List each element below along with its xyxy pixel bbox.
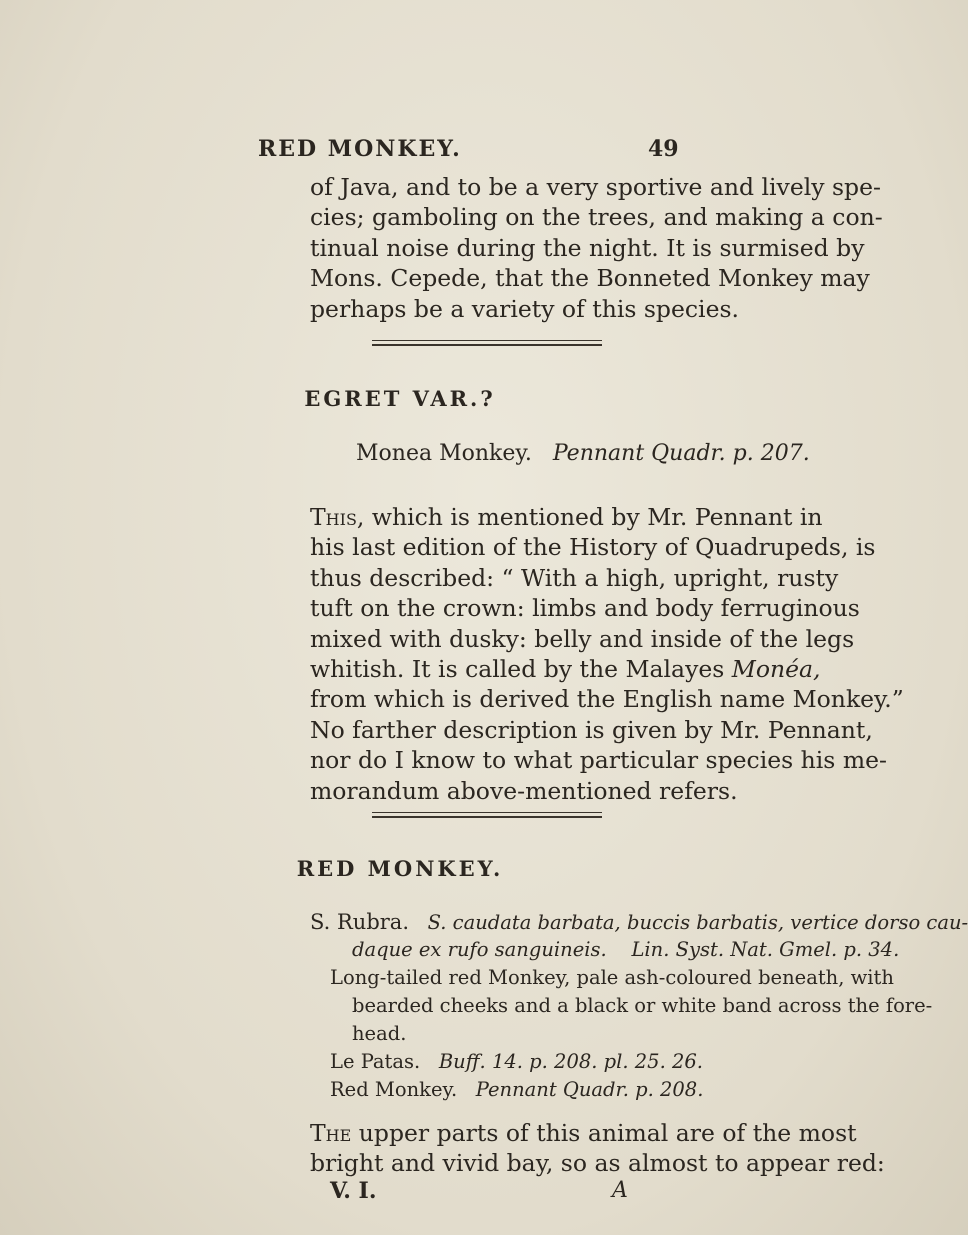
synonym-red-monkey [330,1078,703,1101]
synonym-reference: Pennant Quadr. p. 207. [552,441,810,466]
section-divider [372,340,602,345]
text-line: thus described: “ With a high, upright, rusty [310,563,839,592]
text-line: mixed with dusky: belly and inside of the legs [310,624,855,653]
text-line: perhaps be a variety of this species. [310,294,740,323]
volume-mark: V. I. [330,1178,377,1204]
text-line: nor do I know to what particular species his me- [310,746,887,775]
text-line: No farther description is given by Mr. Pennant, [310,715,873,744]
heading-egret-var: EGRET VAR.? [304,386,496,411]
synonym-reference: Buff. 14. p. 208. pl. 25. 26. [438,1050,703,1073]
synonym-name: Le Patas. [330,1050,421,1073]
paragraph-java [310,172,883,324]
paragraph-red-monkey [310,1118,885,1179]
synonym-reference: Pennant Quadr. p. 208. [475,1078,704,1101]
definition-text: S. caudata barbata, buccis barbatis, vertice dorso cau- [427,911,968,934]
text-line: of Java, and to be a very sportive and lively spe- [310,173,881,201]
running-title: RED MONKEY. [258,136,462,162]
text-line: This, which is mentioned by Mr. Pennant in [310,503,823,531]
synonym-name: Monea Monkey. [356,441,532,466]
text-line: cies; gamboling on the trees, and making a con- [310,203,883,232]
text-line: bright and vivid bay, so as almost to appear red: [310,1149,885,1178]
page-number: 49 [648,136,679,162]
species-name: S. Rubra. [310,910,410,934]
initial-word: The [310,1119,352,1147]
malay-name: Monéa, [731,655,821,684]
synonym-name: Red Monkey. [330,1078,458,1101]
synonym-le-patas [330,1050,703,1073]
text-line: The upper parts of this animal are of the most [310,1119,857,1147]
definition-text: daque ex rufo sanguineis. [352,938,607,961]
text-line: whitish. It is called by the Malayes Monéa, [310,655,821,684]
section-divider [372,812,602,817]
text-line: from which is derived the English name Monkey.” [310,685,904,714]
text-line: tuft on the crown: limbs and body ferruginous [310,594,860,623]
description-line: bearded cheeks and a black or white band across the fore- [352,994,933,1017]
signature-mark: A [612,1178,628,1203]
paragraph-monea [310,502,904,806]
running-head [0,136,800,166]
initial-word: This, [310,503,365,531]
synonym-monea [356,441,810,466]
linnaean-definition-cont [352,938,899,961]
text-line: tinual noise during the night. It is surmised by [310,233,865,262]
text-line: morandum above-mentioned refers. [310,776,738,805]
definition-reference: Lin. Syst. Nat. Gmel. p. 34. [631,938,900,961]
description-line: head. [352,1022,407,1045]
text-line: Mons. Cepede, that the Bonneted Monkey may [310,264,870,293]
heading-red-monkey: RED MONKEY. [296,856,504,881]
description-line: Long-tailed red Monkey, pale ash-coloured beneath, with [330,966,894,989]
linnaean-definition [310,910,968,934]
text-line: his last edition of the History of Quadrupeds, is [310,533,876,562]
